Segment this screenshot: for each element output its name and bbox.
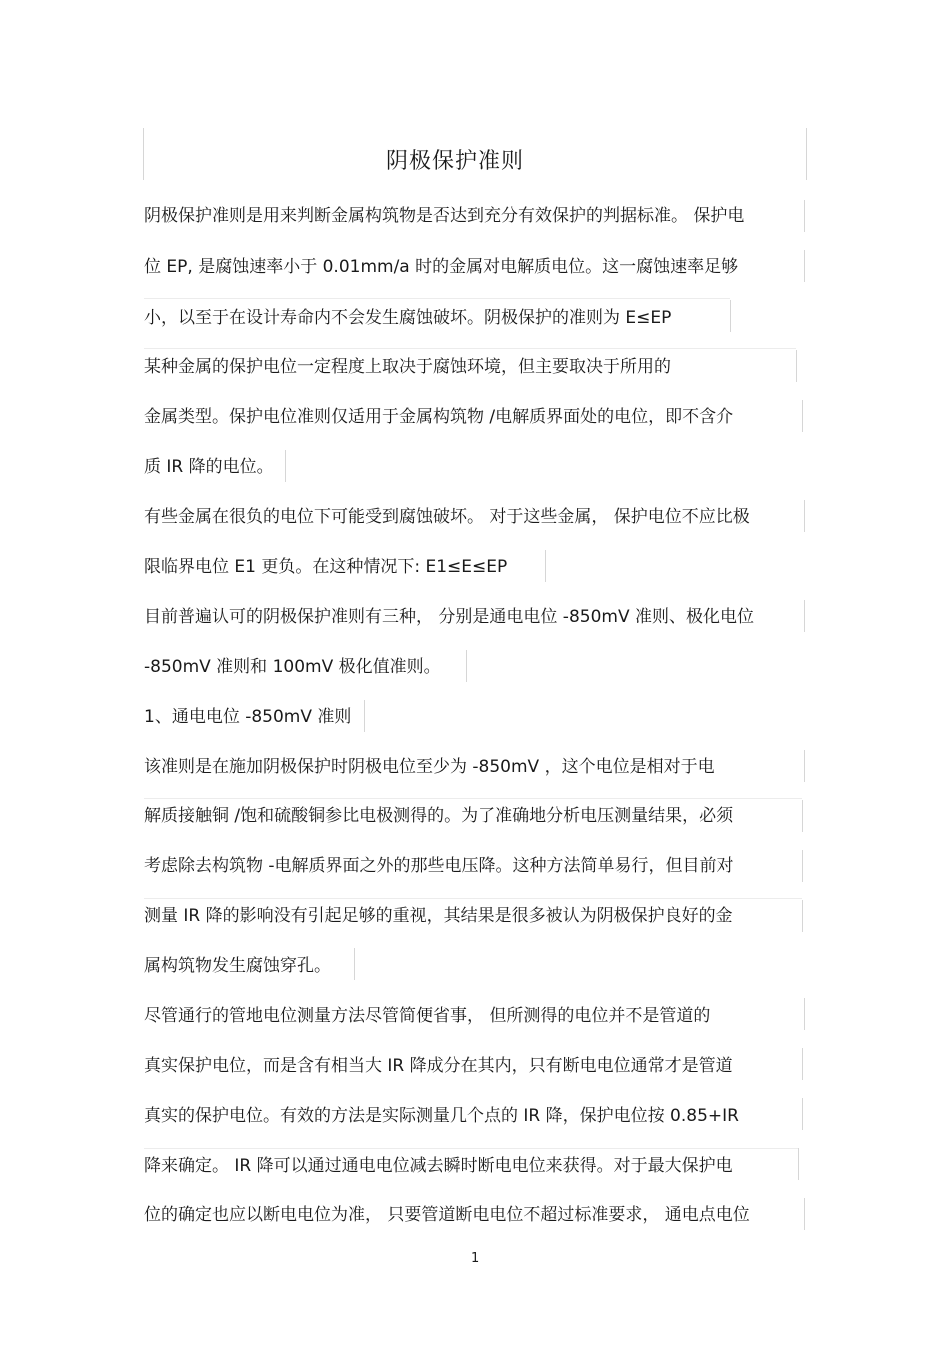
- scan-edge: [730, 300, 731, 332]
- scan-edge: [802, 800, 803, 832]
- scan-edge: [806, 128, 807, 180]
- scan-edge: [144, 798, 802, 799]
- text-line: 测量 IR 降的影响没有引起足够的重视，其结果是很多被认为阴极保护良好的金: [144, 906, 733, 926]
- scan-edge: [804, 200, 805, 232]
- scan-edge: [285, 450, 286, 482]
- text-line: 金属类型。保护电位准则仅适用于金属构筑物 /电解质界面处的电位，即不含介: [144, 407, 734, 427]
- scan-edge: [804, 1198, 805, 1230]
- text-line: 真实的保护电位。有效的方法是实际测量几个点的 IR 降，保护电位按 0.85+IR: [144, 1106, 739, 1126]
- scan-edge: [804, 750, 805, 782]
- scan-edge: [802, 400, 803, 432]
- text-line: 尽管通行的管地电位测量方法尽管简便省事， 但所测得的电位并不是管道的: [144, 1006, 711, 1026]
- scan-edge: [466, 650, 467, 682]
- scan-edge: [144, 898, 802, 899]
- scan-edge: [144, 348, 796, 349]
- scan-edge: [143, 128, 144, 180]
- text-line: 小，以至于在设计寿命内不会发生腐蚀破坏。阴极保护的准则为 E≤EP: [144, 308, 672, 328]
- scan-edge: [144, 298, 730, 299]
- scan-edge: [804, 500, 805, 532]
- text-line: 质 IR 降的电位。: [144, 457, 274, 477]
- text-line: 属构筑物发生腐蚀穿孔。: [144, 956, 331, 976]
- text-line: 降来确定。 IR 降可以通过通电电位减去瞬时断电电位来获得。对于最大保护电: [144, 1156, 733, 1176]
- scan-edge: [802, 1098, 803, 1130]
- scan-edge: [804, 998, 805, 1030]
- text-line: 位 EP, 是腐蚀速率小于 0.01mm/a 时的金属对电解质电位。这一腐蚀速率足够: [144, 257, 739, 277]
- text-line: 有些金属在很负的电位下可能受到腐蚀破坏。 对于这些金属， 保护电位不应比极: [144, 507, 750, 527]
- text-line: 限临界电位 E1 更负。在这种情况下: E1≤E≤EP: [144, 557, 508, 577]
- text-line: 目前普遍认可的阴极保护准则有三种， 分别是通电电位 -850mV 准则、极化电位: [144, 607, 754, 627]
- scan-edge: [804, 600, 805, 632]
- scan-edge: [802, 900, 803, 932]
- scan-edge: [144, 1148, 798, 1149]
- text-line: 解质接触铜 /饱和硫酸铜参比电极测得的。为了准确地分析电压测量结果，必须: [144, 806, 734, 826]
- scan-edge: [802, 1048, 803, 1080]
- text-line: 考虑除去构筑物 -电解质界面之外的那些电压降。这种方法简单易行，但目前对: [144, 856, 734, 876]
- text-line: 该准则是在施加阴极保护时阴极电位至少为 -850mV ，这个电位是相对于电: [144, 757, 715, 777]
- page-title: 阴极保护准则: [386, 149, 525, 174]
- scan-edge: [364, 700, 365, 732]
- text-line: 真实保护电位，而是含有相当大 IR 降成分在其内，只有断电电位通常才是管道: [144, 1056, 733, 1076]
- text-line: -850mV 准则和 100mV 极化值准则。: [144, 657, 441, 677]
- scan-edge: [802, 850, 803, 882]
- scan-edge: [354, 948, 355, 980]
- text-line: 某种金属的保护电位一定程度上取决于腐蚀环境，但主要取决于所用的: [144, 357, 671, 377]
- scan-edge: [798, 1148, 799, 1180]
- page-number: 1: [471, 1251, 480, 1266]
- text-line: 阴极保护准则是用来判断金属构筑物是否达到充分有效保护的判据标准。 保护电: [144, 206, 745, 226]
- text-line: 位的确定也应以断电电位为准， 只要管道断电电位不超过标准要求， 通电点电位: [144, 1205, 750, 1225]
- section-heading: 1、通电电位 -850mV 准则: [144, 707, 352, 727]
- scan-edge: [804, 250, 805, 282]
- scan-edge: [545, 550, 546, 582]
- scan-edge: [796, 350, 797, 382]
